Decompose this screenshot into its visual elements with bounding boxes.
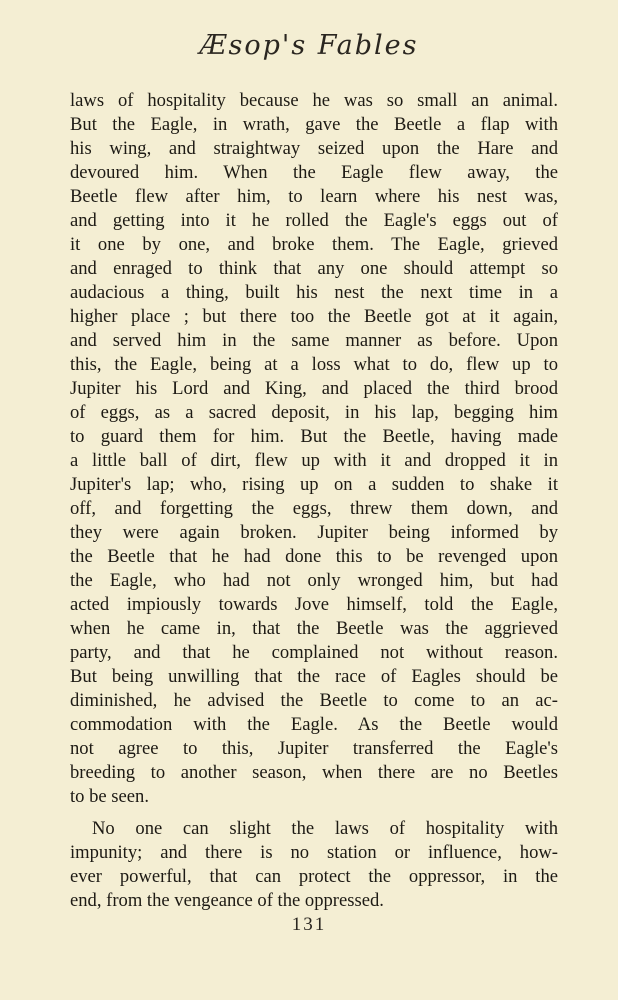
text-line: the Eagle, who had not only wronged him, but had: [70, 570, 558, 591]
text-line: higher place ; but there too the Beetle got at it again,: [70, 306, 558, 327]
body-text: [70, 89, 558, 913]
text-line: off, and forgetting the eggs, threw them down, and: [70, 498, 558, 519]
text-line: it one by one, and broke them. The Eagle, grieved: [70, 234, 558, 255]
text-line: diminished, he advised the Beetle to come to an ac-: [70, 690, 558, 711]
text-line: and getting into it he rolled the Eagle's eggs out of: [70, 210, 558, 231]
text-line: end, from the vengeance of the oppressed.: [70, 890, 384, 911]
text-line: audacious a thing, built his nest the next time in a: [70, 282, 558, 303]
text-line: his wing, and straightway seized upon the Hare and: [70, 138, 558, 159]
text-line: No one can slight the laws of hospitality with: [92, 818, 558, 839]
text-line: Beetle flew after him, to learn where his nest was,: [70, 186, 558, 207]
text-line: laws of hospitality because he was so small an animal.: [70, 90, 558, 111]
text-line: and served him in the same manner as before. Upon: [70, 330, 558, 351]
text-line: acted impiously towards Jove himself, told the Eagle,: [70, 594, 558, 615]
text-line: and enraged to think that any one should attempt so: [70, 258, 558, 279]
text-line: a little ball of dirt, flew up with it and dropped it in: [70, 450, 558, 471]
text-line: they were again broken. Jupiter being informed by: [70, 522, 558, 543]
paragraph-moral: [70, 817, 558, 913]
text-line: of eggs, as a sacred deposit, in his lap, begging him: [70, 402, 558, 423]
text-line: But the Eagle, in wrath, gave the Beetle a flap with: [70, 114, 558, 135]
text-line: to guard them for him. But the Beetle, having made: [70, 426, 558, 447]
text-line: breeding to another season, when there are no Beetles: [70, 762, 558, 783]
paragraph-fable-story: [70, 89, 558, 809]
text-line: to be seen.: [70, 786, 149, 807]
page-number: 131: [291, 914, 327, 935]
text-line: devoured him. When the Eagle flew away, the: [70, 162, 558, 183]
text-line: But being unwilling that the race of Eagles should be: [70, 666, 558, 687]
text-line: impunity; and there is no station or influence, how-: [70, 842, 558, 863]
text-line: the Beetle that he had done this to be revenged upon: [70, 546, 558, 567]
text-line: ever powerful, that can protect the oppressor, in the: [70, 866, 558, 887]
text-line: commodation with the Eagle. As the Beetle would: [70, 714, 558, 735]
text-line: this, the Eagle, being at a loss what to do, flew up to: [70, 354, 558, 375]
paragraph-gap: [70, 809, 558, 817]
text-line: when he came in, that the Beetle was the aggrieved: [70, 618, 558, 639]
text-line: party, and that he complained not without reason.: [70, 642, 558, 663]
text-line: Jupiter his Lord and King, and placed the third brood: [70, 378, 558, 399]
text-line: Jupiter's lap; who, rising up on a sudden to shake it: [70, 474, 558, 495]
running-head: Æsop's Fables: [199, 30, 419, 61]
text-line: not agree to this, Jupiter transferred the Eagle's: [70, 738, 558, 759]
